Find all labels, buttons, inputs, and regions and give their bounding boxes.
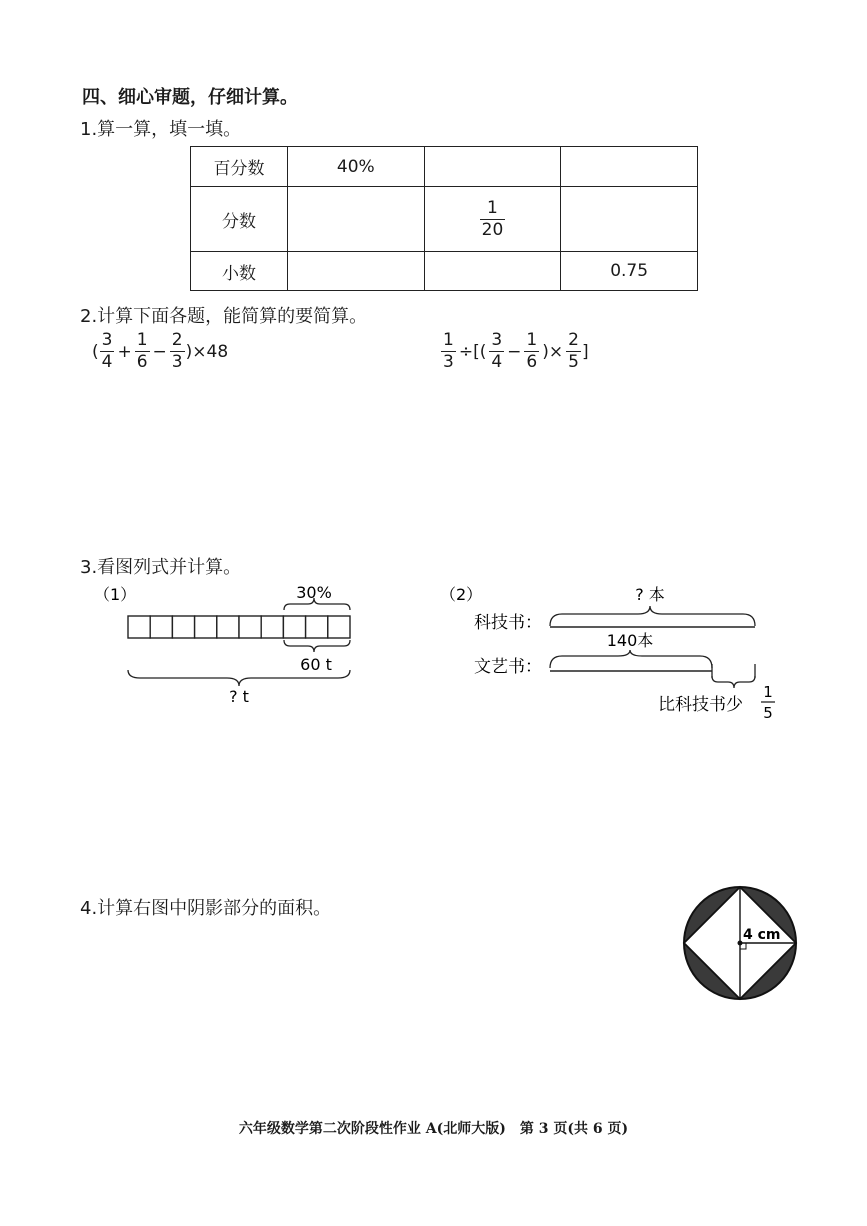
question-1-title: 1.算一算，填一填。: [80, 119, 242, 140]
fraction: [566, 332, 581, 371]
operator: −: [507, 341, 522, 362]
fraction: [100, 332, 115, 371]
brace-known: [550, 650, 712, 668]
segment-marked: [306, 616, 328, 638]
row-science-books: 科技书：: [474, 613, 542, 633]
question-4-title: 4.计算右图中阴影部分的面积。: [80, 898, 332, 919]
conversion-table: [190, 146, 698, 291]
segment: [172, 616, 194, 638]
row-art-books: 文艺书：: [474, 657, 542, 677]
table-cell: [424, 147, 561, 187]
fraction: [170, 332, 185, 371]
segment: [261, 616, 283, 638]
table-cell: [287, 187, 424, 252]
numerator: 2: [171, 330, 183, 350]
table-row: [191, 147, 698, 187]
paren-open: (: [92, 341, 99, 362]
table-cell: [287, 252, 424, 291]
segment: [150, 616, 172, 638]
denominator: 4: [101, 352, 113, 372]
fraction: [489, 332, 504, 371]
expression-2: [440, 332, 589, 371]
row-label-fraction: 分数: [191, 187, 288, 252]
operator: )×: [542, 341, 564, 362]
table-row: [191, 252, 698, 291]
numerator: 3: [101, 330, 113, 350]
denominator: 6: [136, 352, 148, 372]
note-numerator: 1: [763, 683, 773, 701]
denominator: 5: [568, 352, 579, 372]
fraction: [480, 197, 506, 240]
operator: −: [152, 341, 167, 362]
brace-part: [284, 640, 350, 652]
denominator: 3: [443, 352, 454, 372]
table-cell: [424, 252, 561, 291]
table-cell: 40%: [287, 147, 424, 187]
table-row: [191, 187, 698, 252]
segment: [128, 616, 150, 638]
section-title: 四、细心审题，仔细计算。: [82, 87, 298, 108]
numerator: 1: [487, 197, 498, 218]
segment: [217, 616, 239, 638]
known-books-label: 140本: [606, 631, 654, 650]
operator: ÷[(: [458, 341, 487, 362]
denominator: 4: [491, 352, 503, 372]
figure-2-diagram: [440, 578, 790, 724]
paren-close: )×48: [185, 341, 229, 362]
denominator: 20: [481, 219, 504, 240]
segment-marked: [283, 616, 305, 638]
figure-2-label: （2）: [440, 585, 483, 604]
circle-square-figure: [680, 884, 802, 1004]
table-cell: [561, 147, 698, 187]
bracket-close: ]: [581, 341, 589, 362]
figure-1-diagram: [90, 578, 370, 710]
table-cell: [561, 187, 698, 252]
center-point: [738, 941, 743, 946]
figure-1-label: （1）: [94, 585, 137, 604]
total-books-label: ? 本: [635, 585, 665, 604]
fraction: [524, 332, 539, 371]
row-label-decimal: 小数: [191, 252, 288, 291]
numerator: 1: [136, 330, 148, 350]
segment-marked: [328, 616, 350, 638]
brace-difference: [712, 676, 755, 688]
segment-bar: [128, 616, 350, 638]
fraction: [441, 332, 456, 371]
operator: +: [117, 341, 132, 362]
percent-label: 30%: [296, 583, 332, 602]
brace-science-books: [550, 606, 755, 626]
fraction: [135, 332, 150, 371]
numerator: 2: [568, 330, 579, 350]
question-3-title: 3.看图列式并计算。: [80, 557, 242, 578]
part-label: 60 t: [300, 655, 332, 674]
denominator: 6: [526, 352, 538, 372]
radius-label: 4 cm: [743, 927, 781, 943]
table-cell: 0.75: [561, 252, 698, 291]
numerator: 1: [443, 330, 454, 350]
total-label: ? t: [229, 687, 249, 706]
numerator: 1: [526, 330, 538, 350]
question-2-title: 2.计算下面各题，能简算的要简算。: [80, 306, 368, 327]
page-footer: 六年级数学第二次阶段性作业 A(北师大版) 第 3 页(共 6 页): [238, 1121, 629, 1137]
row-label-percent: 百分数: [191, 147, 288, 187]
difference-note: 比科技书少: [658, 695, 743, 715]
denominator: 3: [171, 352, 183, 372]
segment: [195, 616, 217, 638]
table-cell-fraction: [424, 187, 561, 252]
expression-1: [92, 332, 228, 371]
numerator: 3: [491, 330, 503, 350]
segment: [239, 616, 261, 638]
note-denominator: 5: [763, 704, 773, 722]
